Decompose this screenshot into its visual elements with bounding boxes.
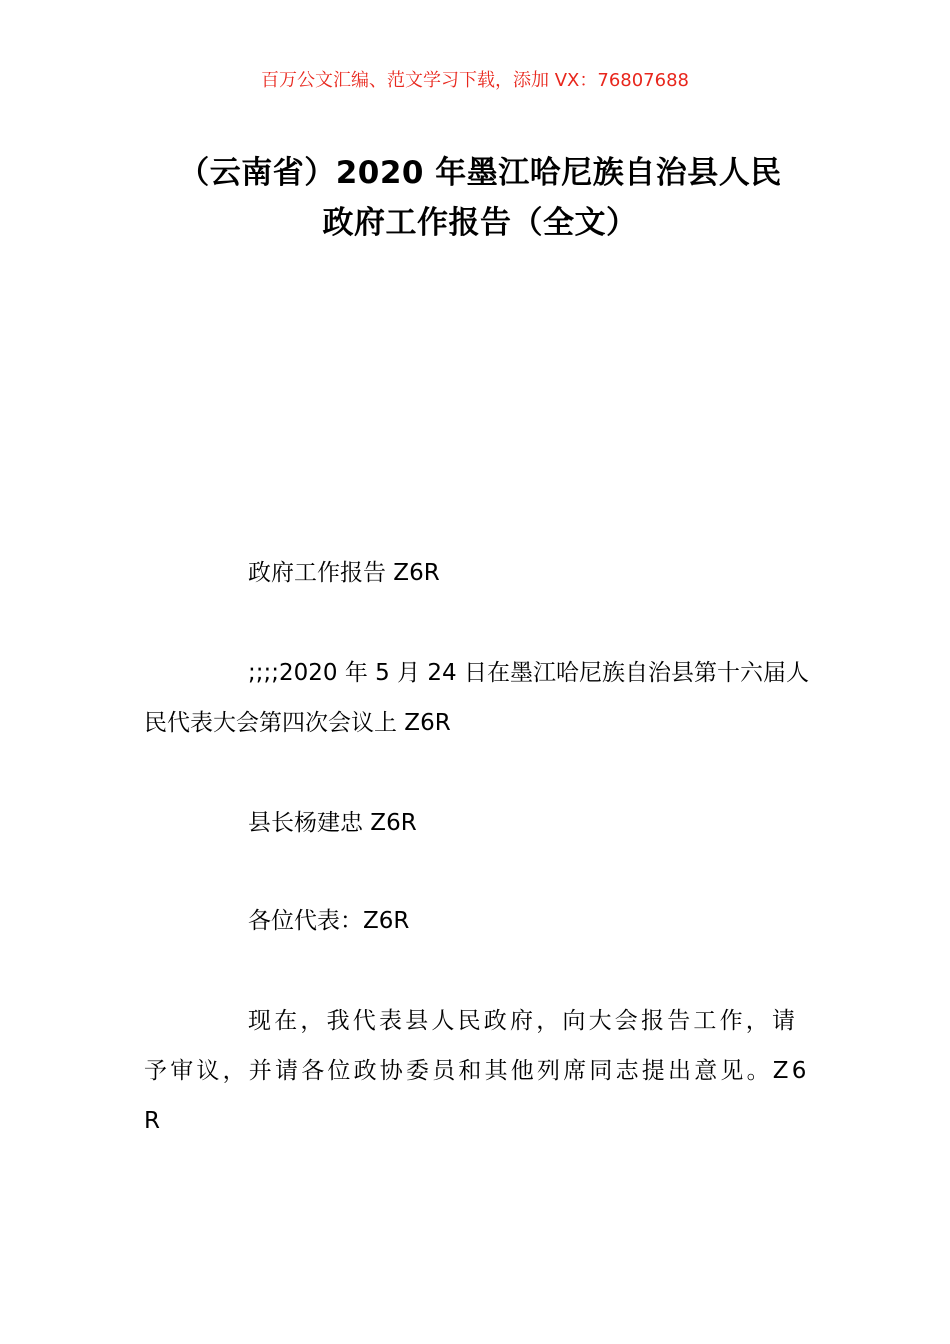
document-title-line-2: 政府工作报告（全文） (322, 205, 638, 241)
speaker-paragraph (144, 798, 814, 848)
document-title (140, 148, 820, 248)
paragraph-text: 现在，我代表县人民政府，向大会报告工作，请予审议，并请各位政协委员和其他列席同志提出意见。Z6R (144, 1008, 810, 1134)
download-promo-note: 百万公文汇编、范文学习下载，添加 VX：76807688 (261, 70, 689, 91)
paragraph-text: ;;;;2020 年 5 月 24 日在墨江哈尼族自治县第十六届人民代表大会第四次会议上 Z6R (144, 660, 809, 736)
paragraph-text: 各位代表：Z6R (248, 908, 410, 934)
meeting-date-paragraph (144, 648, 814, 748)
paragraph-text: 县长杨建忠 Z6R (248, 810, 417, 836)
report-heading-paragraph (144, 548, 814, 598)
paragraph-text: 政府工作报告 Z6R (248, 560, 440, 586)
salutation-paragraph (144, 896, 814, 946)
opening-paragraph (144, 996, 814, 1146)
document-title-line-1: （云南省）2020 年墨江哈尼族自治县人民 (178, 155, 782, 191)
